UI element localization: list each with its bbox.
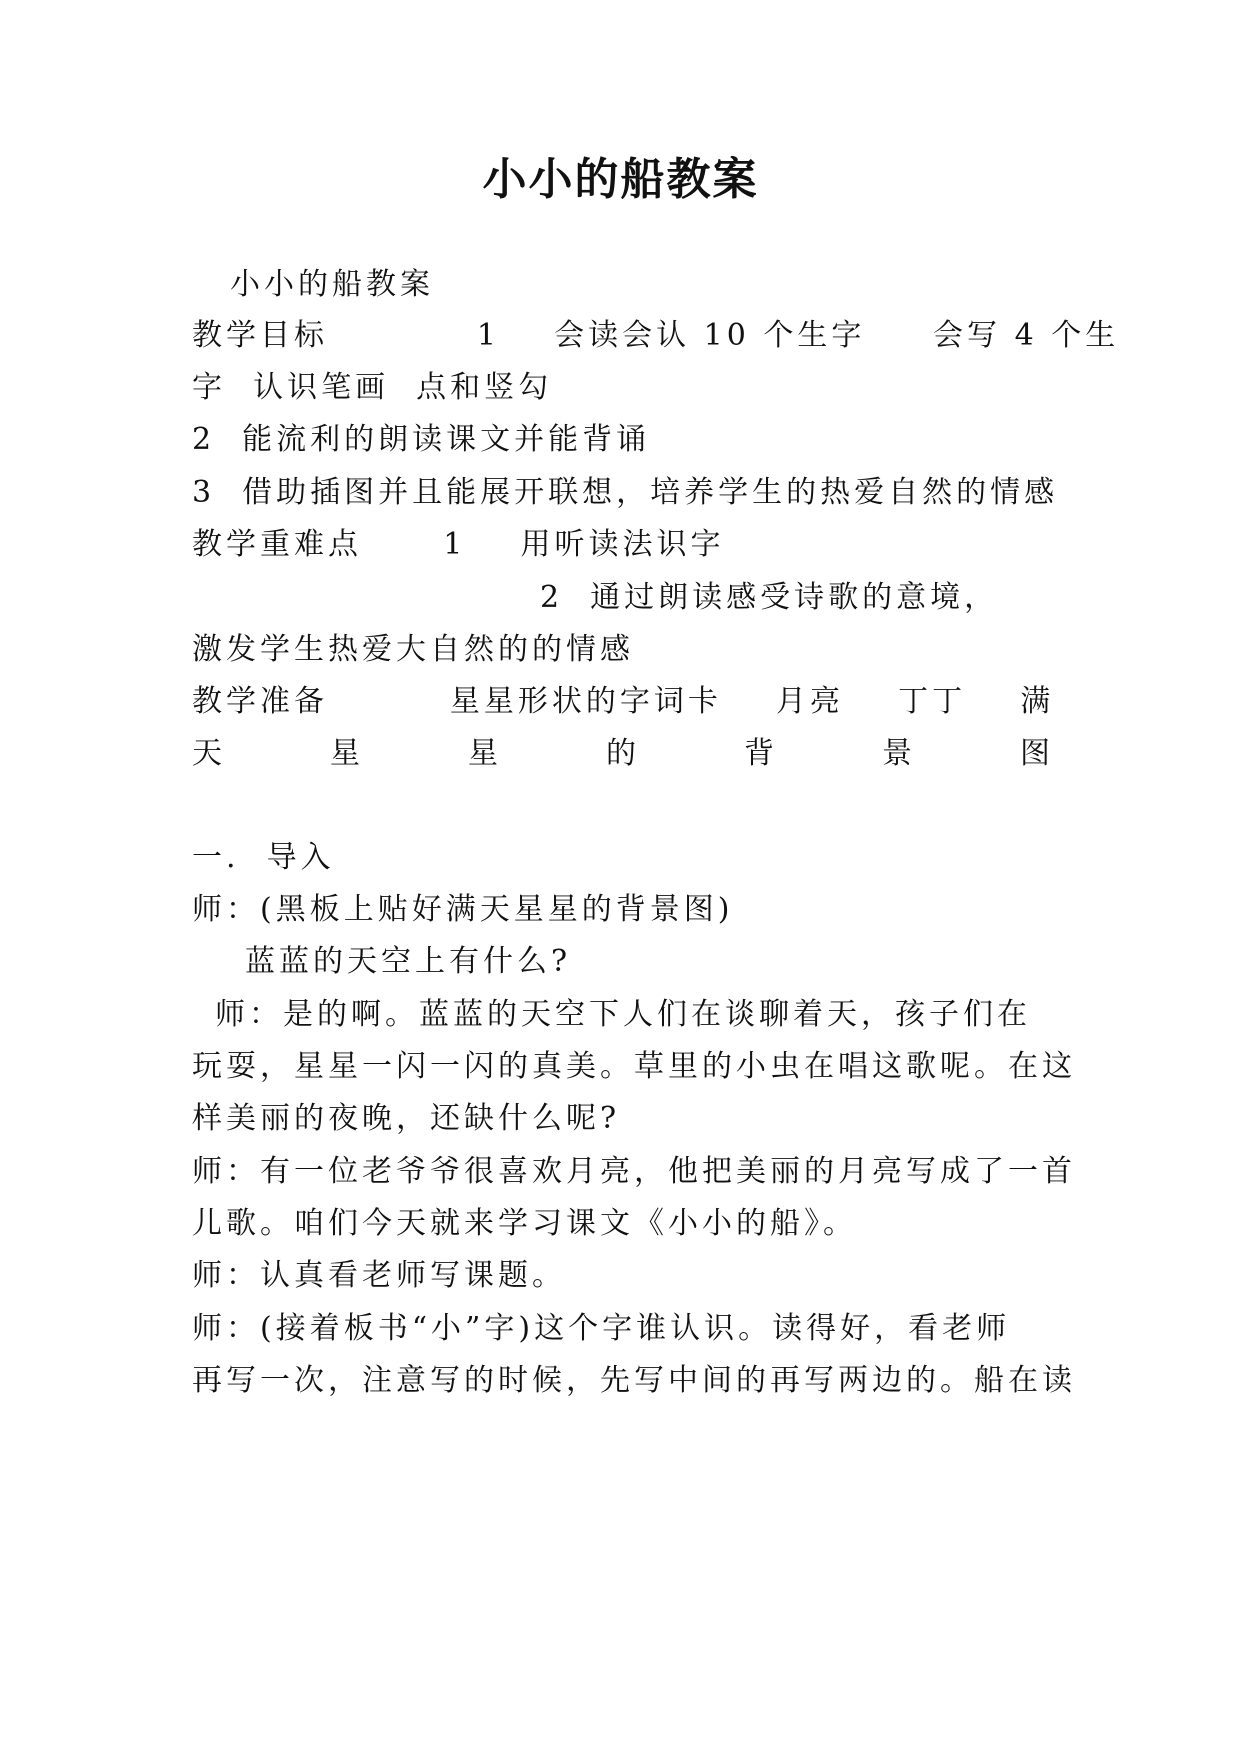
- page-title: 小小的船教案: [482, 154, 759, 205]
- paragraph-line: 3 借助插图并且能展开联想，培养学生的热爱自然的情感: [192, 475, 1059, 510]
- paragraph-line: 教学准备 星星形状的字词卡 月亮 丁丁 满: [192, 684, 1055, 719]
- paragraph-line: 师：(接着板书“小”字)这个字谁认识。读得好，看老师: [192, 1311, 1011, 1346]
- justified-line: [192, 734, 1050, 774]
- justified-char: 星: [330, 736, 360, 771]
- paragraph-line: 激发学生热爱大自然的的情感: [192, 632, 634, 667]
- paragraph-line: 2 能流利的朗读课文并能背诵: [192, 422, 651, 457]
- justified-char: 天: [192, 736, 222, 771]
- paragraph-line: 教学重难点 1 用听读法识字: [192, 527, 725, 562]
- paragraph-line: 玩耍，星星一闪一闪的真美。草里的小虫在唱这歌呢。在这: [192, 1049, 1076, 1084]
- justified-char: 星: [468, 736, 498, 771]
- paragraph-line: 教学目标 1 会读会认 10 个生字 会写 4 个生: [192, 318, 1120, 353]
- paragraph-line: 字 认识笔画 点和竖勾: [192, 370, 553, 405]
- justified-char: 背: [744, 736, 774, 771]
- paragraph-line: 样美丽的夜晚，还缺什么呢?: [192, 1101, 621, 1136]
- paragraph-line: 蓝蓝的天空上有什么?: [245, 944, 572, 979]
- paragraph-line: 师：认真看老师写课题。: [192, 1258, 566, 1293]
- justified-char: 景: [882, 736, 912, 771]
- paragraph-line: 师：有一位老爷爷很喜欢月亮，他把美丽的月亮写成了一首: [192, 1154, 1076, 1189]
- justified-char: 图: [1020, 736, 1050, 771]
- paragraph-line: 儿歌。咱们今天就来学习课文《小小的船》。: [192, 1206, 857, 1241]
- paragraph-line: 师：(黑板上贴好满天星星的背景图): [192, 892, 734, 927]
- paragraph-line: 小小的船教案: [230, 267, 434, 302]
- paragraph-line: 师：是的啊。蓝蓝的天空下人们在谈聊着天，孩子们在: [215, 997, 1031, 1032]
- justified-char: 的: [606, 736, 636, 771]
- paragraph-line: 2 通过朗读感受诗歌的意境，: [540, 580, 999, 615]
- section-heading: 一. 导入: [192, 840, 335, 875]
- paragraph-line: 再写一次，注意写的时候，先写中间的再写两边的。船在读: [192, 1363, 1076, 1398]
